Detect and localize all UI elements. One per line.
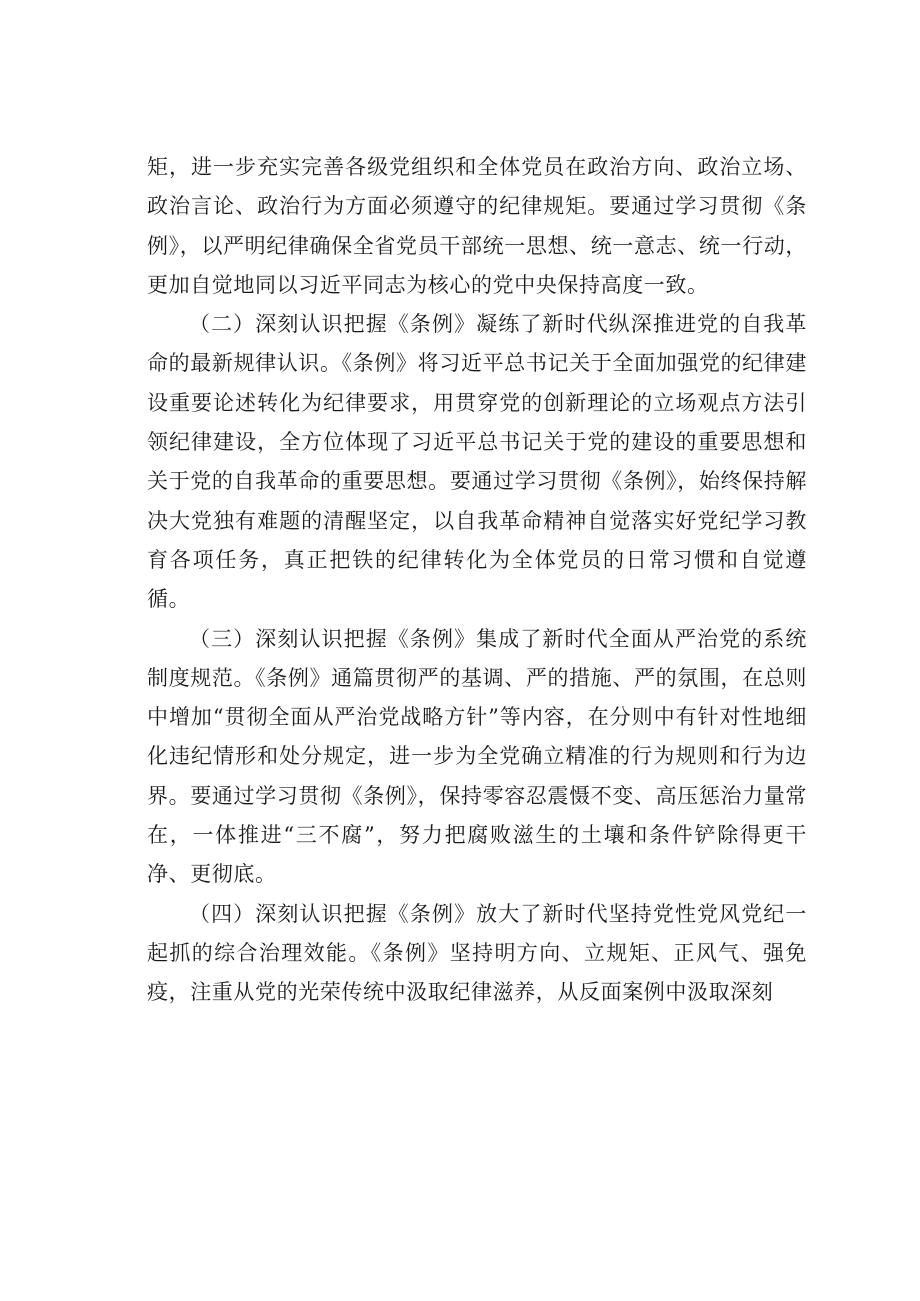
paragraph-section-4: （四）深刻认识把握《条例》放大了新时代坚持党性党风党纪一起抓的综合治理效能。《条例》坚持明方向、立规矩、正风气、强免疫，注重从党的光荣传统中汲取纪律滋养，从反面案例中汲取深刻 [147, 901, 807, 1005]
paragraph-continued: 矩，进一步充实完善各级党组织和全体党员在政治方向、政治立场、政治言论、政治行为方面必须遵守的纪律规矩。要通过学习贯彻《条例》，以严明纪律确保全省党员干部统一思想、统一意志、统一行动，更加自觉地同以习近平同志为核心的党中央保持高度一致。 [147, 155, 807, 297]
paragraph-section-2: （二）深刻认识把握《条例》凝练了新时代纵深推进党的自我革命的最新规律认识。《条例》将习近平总书记关于全面加强党的纪律建设重要论述转化为纪律要求，用贯穿党的创新理论的立场观点方法引领纪律建设，全方位体现了习近平总书记关于党的建设的重要思想和关于党的自我革命的重要思想。要通过学习贯彻《条例》，始终保持解决大党独有难题的清醒坚定，以自我革命精神自觉落实好党纪学习教育各项任务，真正把铁的纪律转化为全体党员的日常习惯和自觉遵循。 [147, 312, 807, 612]
document-body [147, 148, 807, 1013]
paragraph-section-3: （三）深刻认识把握《条例》集成了新时代全面从严治党的系统制度规范。《条例》通篇贯彻严的基调、严的措施、严的氛围，在总则中增加“贯彻全面从严治党战略方针”等内容，在分则中有针对性地细化违纪情形和处分规定，进一步为全党确立精准的行为规则和行为边界。要通过学习贯彻《条例》，保持零容忍震慑不变、高压惩治力量常在，一体推进“三不腐”，努力把腐败滋生的土壤和条件铲除得更干净、更彻底。 [147, 626, 807, 887]
